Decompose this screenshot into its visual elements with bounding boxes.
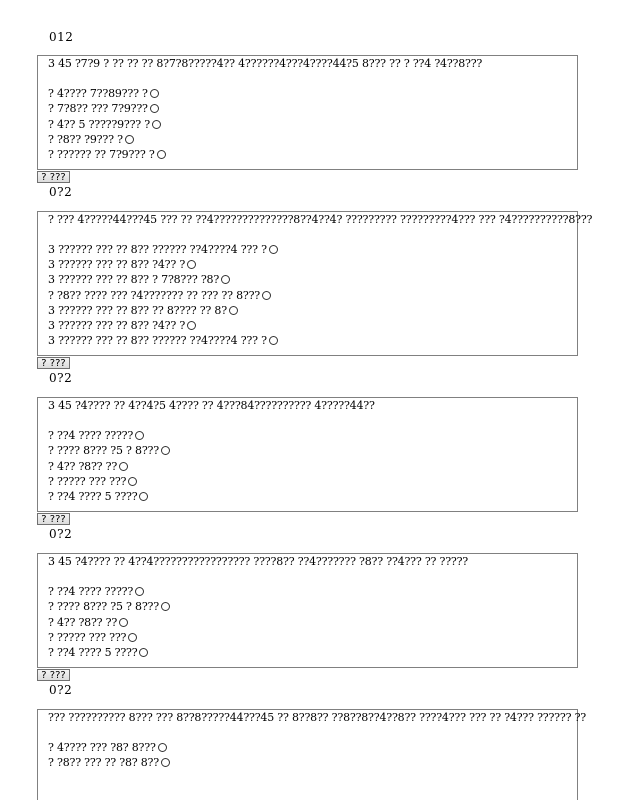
answer-option[interactable] — [48, 101, 159, 115]
answer-option[interactable] — [48, 132, 134, 146]
question-text: 3 45 ?7?9 ? ?? ?? ?? 8?7?8?????4?? 4??????4???4????44?5 8??? ?? ? ??4 ?4??8??? — [48, 57, 483, 70]
question-number: 0?2 — [49, 683, 73, 697]
answer-option[interactable] — [48, 630, 137, 644]
radio-button[interactable] — [229, 306, 238, 315]
radio-button[interactable] — [269, 245, 278, 254]
submit-button[interactable]: ? ??? — [37, 357, 70, 369]
option-label: 3 ?????? ??? ?? 8?? ? 7?8??? ?8? — [48, 272, 220, 286]
question-number: 0?2 — [49, 371, 73, 385]
radio-button[interactable] — [161, 602, 170, 611]
option-label: 3 ?????? ??? ?? 8?? ?????? ??4????4 ??? ? — [48, 333, 267, 347]
radio-button[interactable] — [158, 743, 167, 752]
option-label: 3 ?????? ??? ?? 8?? ?????? ??4????4 ??? ? — [48, 242, 267, 256]
option-label: ? 4???? ??? ?8? 8??? — [48, 740, 156, 754]
answer-option[interactable] — [48, 288, 271, 302]
radio-button[interactable] — [135, 431, 144, 440]
radio-button[interactable] — [119, 618, 128, 627]
option-label: 3 ?????? ??? ?? 8?? ?4?? ? — [48, 318, 186, 332]
answer-option[interactable] — [48, 272, 230, 286]
answer-option[interactable] — [48, 645, 148, 659]
answer-option[interactable] — [48, 333, 278, 347]
answer-option[interactable] — [48, 86, 159, 100]
answer-option[interactable] — [48, 615, 128, 629]
option-label: ? ?8?? ???? ??? ?4??????? ?? ??? ?? 8??? — [48, 288, 260, 302]
radio-button[interactable] — [150, 104, 159, 113]
answer-option[interactable] — [48, 599, 170, 613]
radio-button[interactable] — [128, 633, 137, 642]
answer-option[interactable] — [48, 242, 278, 256]
option-label: ? 4?? 5 ?????9??? ? — [48, 117, 150, 131]
answer-option[interactable] — [48, 584, 144, 598]
option-label: ? ?8?? ??? ?? ?8? 8?? — [48, 755, 159, 769]
submit-button[interactable]: ? ??? — [37, 669, 70, 681]
option-label: ? ???? 8??? ?5 ? 8??? — [48, 443, 159, 457]
question-box — [37, 55, 578, 170]
radio-button[interactable] — [161, 758, 170, 767]
radio-button[interactable] — [125, 135, 134, 144]
answer-option[interactable] — [48, 318, 196, 332]
option-label: ? 4?? ?8?? ?? — [48, 615, 118, 629]
radio-button[interactable] — [157, 150, 166, 159]
option-label: ? ??4 ???? ????? — [48, 428, 134, 442]
option-label: ? ??4 ???? 5 ???? — [48, 489, 138, 503]
radio-button[interactable] — [139, 648, 148, 657]
radio-button[interactable] — [221, 275, 230, 284]
option-label: ? 4???? 7??89??? ? — [48, 86, 148, 100]
radio-button[interactable] — [128, 477, 137, 486]
question-text: 3 45 ?4???? ?? 4??4????????????????? ????8?? ??4??????? ?8?? ??4??? ?? ????? — [48, 555, 469, 568]
option-label: 3 ?????? ??? ?? 8?? ?? 8???? ?? 8? — [48, 303, 227, 317]
answer-option[interactable] — [48, 443, 170, 457]
answer-option[interactable] — [48, 459, 128, 473]
option-label: ? ????? ??? ??? — [48, 630, 127, 644]
answer-option[interactable] — [48, 117, 161, 131]
question-text: 3 45 ?4???? ?? 4??4?5 4???? ?? 4???84?????????? 4?????44?? — [48, 399, 375, 412]
radio-button[interactable] — [119, 462, 128, 471]
answer-option[interactable] — [48, 474, 137, 488]
page-number: 012 — [49, 30, 74, 44]
option-label: ? ???? 8??? ?5 ? 8??? — [48, 599, 159, 613]
answer-option[interactable] — [48, 428, 144, 442]
question-number: 0?2 — [49, 527, 73, 541]
radio-button[interactable] — [139, 492, 148, 501]
question-text: ? ??? 4?????44???45 ??? ?? ??4??????????????8??4??4? ????????? ?????????4??? ??? ?4??????????8??? — [48, 213, 593, 226]
submit-button[interactable]: ? ??? — [37, 513, 70, 525]
option-label: ? 7?8?? ??? 7?9??? — [48, 101, 148, 115]
radio-button[interactable] — [187, 321, 196, 330]
question-box — [37, 397, 578, 512]
question-number: 0?2 — [49, 185, 73, 199]
option-label: ? ?????? ?? 7?9??? ? — [48, 147, 155, 161]
answer-option[interactable] — [48, 755, 170, 769]
question-box — [37, 211, 593, 356]
radio-button[interactable] — [161, 446, 170, 455]
radio-button[interactable] — [262, 291, 271, 300]
question-box — [37, 553, 578, 668]
option-label: ? 4?? ?8?? ?? — [48, 459, 118, 473]
radio-button[interactable] — [135, 587, 144, 596]
radio-button[interactable] — [187, 260, 196, 269]
option-label: ? ??4 ???? 5 ???? — [48, 645, 138, 659]
answer-option[interactable] — [48, 303, 238, 317]
option-label: ? ?8?? ?9??? ? — [48, 132, 123, 146]
question-box — [37, 709, 586, 800]
radio-button[interactable] — [150, 89, 159, 98]
answer-option[interactable] — [48, 489, 148, 503]
radio-button[interactable] — [152, 120, 161, 129]
answer-option[interactable] — [48, 147, 166, 161]
question-text: ??? ?????????? 8??? ??? 8??8?????44???45 ?? 8??8?? ??8??8??4??8?? ????4??? ??? ?? ?4??? ?????? ?? — [48, 711, 586, 724]
answer-option[interactable] — [48, 740, 167, 754]
option-label: 3 ?????? ??? ?? 8?? ?4?? ? — [48, 257, 186, 271]
answer-option[interactable] — [48, 257, 196, 271]
option-label: ? ????? ??? ??? — [48, 474, 127, 488]
radio-button[interactable] — [269, 336, 278, 345]
option-label: ? ??4 ???? ????? — [48, 584, 134, 598]
submit-button[interactable]: ? ??? — [37, 171, 70, 183]
